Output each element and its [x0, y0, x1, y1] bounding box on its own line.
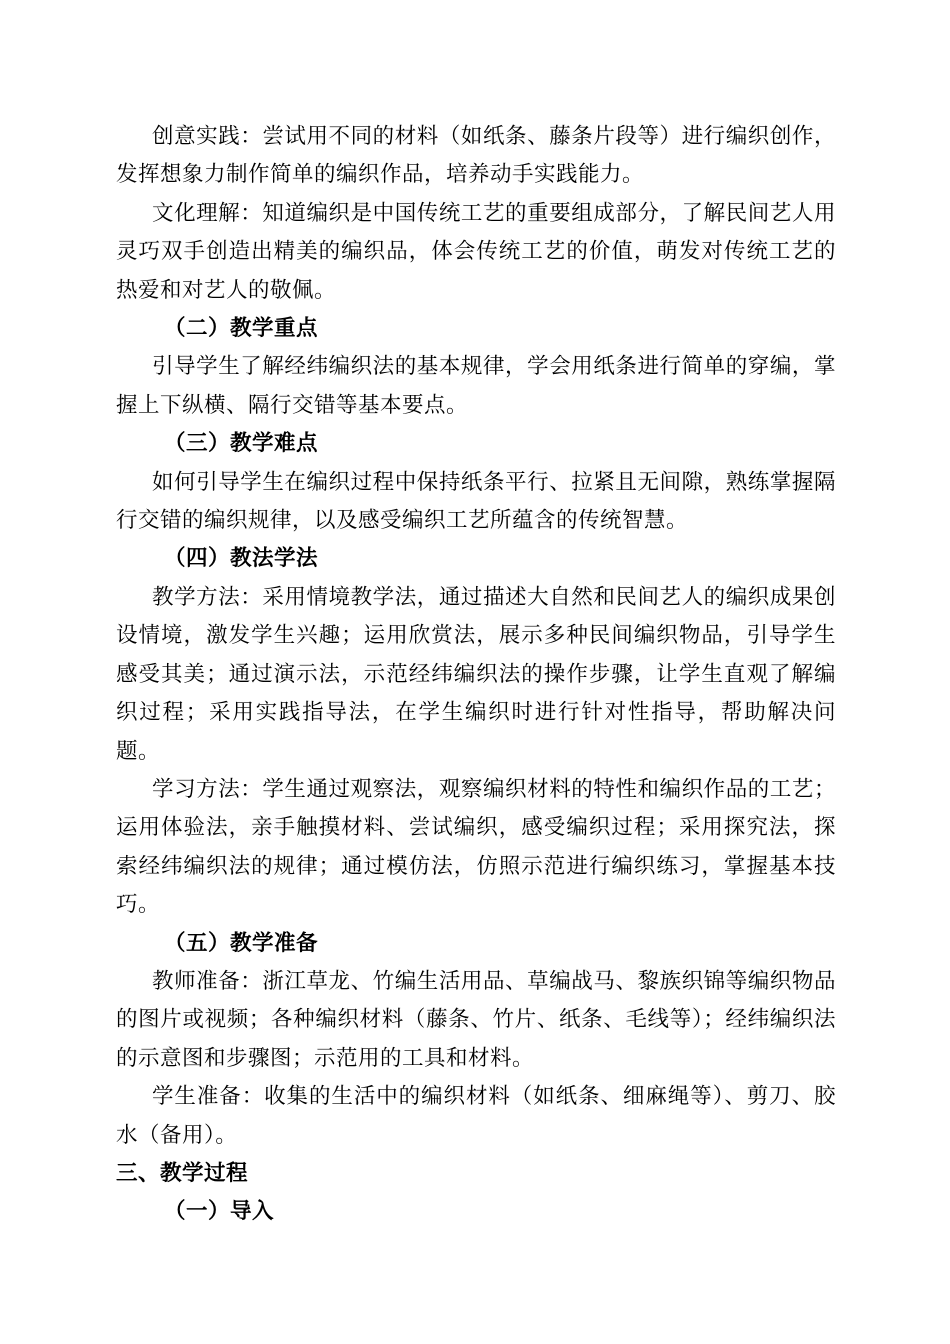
- paragraph-key-points: 引导学生了解经纬编织法的基本规律，学会用纸条进行简单的穿编，掌握上下纵横、隔行交错等基本要点。: [116, 354, 836, 418]
- heading-introduction: （一）导入: [164, 1199, 275, 1225]
- heading-teaching-preparation: （五）教学准备: [164, 930, 319, 956]
- heading-teaching-process: 三、教学过程: [116, 1160, 249, 1186]
- paragraph-learning-methods: 学习方法：学生通过观察法，观察编织材料的特性和编织作品的工艺；运用体验法，亲手触摸材料、尝试编织，感受编织过程；采用探究法，探索经纬编织法的规律；通过模仿法，仿照示范进行编织练习，掌握基本技巧。: [116, 776, 836, 918]
- heading-teaching-difficulties: （三）教学难点: [164, 431, 319, 457]
- document-page: [116, 118, 836, 1232]
- paragraph-difficulties: 如何引导学生在编织过程中保持纸条平行、拉紧且无间隙，熟练掌握隔行交错的编织规律，以及感受编织工艺所蕴含的传统智慧。: [116, 469, 836, 534]
- heading-teaching-key-points: （二）教学重点: [164, 316, 319, 342]
- heading-teaching-methods: （四）教法学法: [164, 546, 319, 572]
- paragraph-creative-practice: 创意实践：尝试用不同的材料（如纸条、藤条片段等）进行编织创作，发挥想象力制作简单的编织作品，培养动手实践能力。: [116, 124, 836, 188]
- paragraph-cultural-understanding: 文化理解：知道编织是中国传统工艺的重要组成部分，了解民间艺人用灵巧双手创造出精美的编织品，体会传统工艺的价值，萌发对传统工艺的热爱和对艺人的敬佩。: [116, 200, 836, 303]
- paragraph-teaching-methods: 教学方法：采用情境教学法，通过描述大自然和民间艺人的编织成果创设情境，激发学生兴趣；运用欣赏法，展示多种民间编织物品，引导学生感受其美；通过演示法，示范经纬编织法的操作步骤，让学生直观了解编织过程；采用实践指导法，在学生编织时进行针对性指导，帮助解决问题。: [116, 584, 836, 764]
- paragraph-student-preparation: 学生准备：收集的生活中的编织材料（如纸条、细麻绳等）、剪刀、胶水（备用）。: [116, 1084, 836, 1148]
- paragraph-teacher-preparation: 教师准备：浙江草龙、竹编生活用品、草编战马、黎族织锦等编织物品的图片或视频；各种编织材料（藤条、竹片、纸条、毛线等）；经纬编织法的示意图和步骤图；示范用的工具和材料。: [116, 968, 836, 1071]
